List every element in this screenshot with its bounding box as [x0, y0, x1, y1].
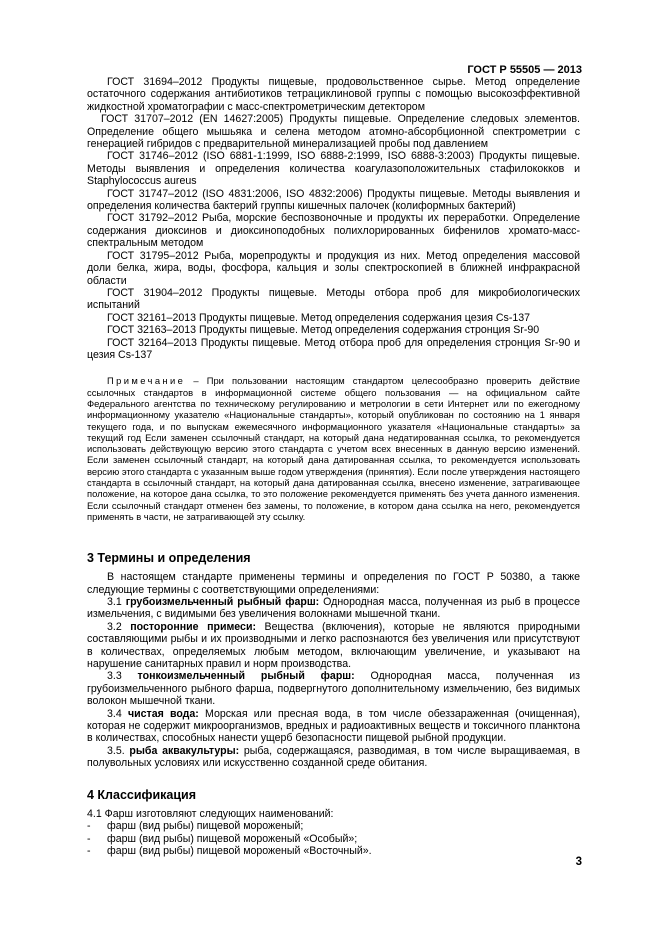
- section-4-title: 4 Классификация: [87, 787, 197, 802]
- term-number: 3.4: [107, 707, 122, 720]
- term-text: Морская или пресная вода, в том числе обеззараженная (очищенная), которая не содержит микроорганизмов, вредных и радиоактивных веществ и токсичного планктона в количествах, способных нанести ущерб безопасности пищевой рыбной продукции.: [87, 707, 581, 745]
- term-text: Однородная масса, полученная из рыб в процессе измельчения, с видимыми без увеличения волокнами мышечной ткани.: [87, 596, 580, 621]
- list-item-text: фарш (вид рыбы) пищевой мороженый «Восточный».: [107, 844, 372, 857]
- note-paragraph: [87, 375, 580, 522]
- term-text: рыба, содержащаяся, разводимая, в том числе выращиваемая, в полувольных условиях или искусственно созданной среде обитания.: [87, 744, 580, 770]
- reference-item: ГОСТ 32161–2013 Продукты пищевые. Метод определения содержания цезия Cs-137: [107, 311, 531, 324]
- list-item: [87, 833, 580, 845]
- reference-item: ГОСТ 31694–2012 Продукты пищевые, продовольственное сырье. Метод определение остаточного содержания антибиотиков тетрациклиновой группы с помощью высокоэффективной жидкостной хроматографии с масс-спектрометрическим детектором: [87, 76, 580, 113]
- term-number: 3.3: [107, 670, 122, 683]
- reference-item: ГОСТ 31792–2012 Рыба, морские беспозвоночные и продукты их переработки. Определение содержания диоксинов и диоксиноподобных полихлорированных бифенилов хромато-масс-спектральным методом: [87, 212, 580, 250]
- reference-item: ГОСТ 31747–2012 (ISO 4831:2006, ISO 4832:2006) Продукты пищевые. Методы выявления и определения количества бактерий группы кишечных палочек (колиформных бактерий): [87, 187, 580, 213]
- term-text: Вещества (включения), которые не являются природными составляющими рыбы и их производными и легко распознаются без увеличения или присутствуют в количествах, определяемых любым методом, включающим увеличение, и указывают на нарушение санитарных правил и норм производства.: [87, 620, 580, 671]
- reference-item: ГОСТ 31746–2012 (ISO 6881-1:1999, ISO 6888-2:1999, ISO 6888-3:2003) Продукты пищевые. Методы выявления и определения количества коагулазоположительных стафилококков и Staphylococcus aureus: [87, 150, 580, 188]
- term-definition: [87, 670, 580, 707]
- term-definition: [87, 708, 580, 745]
- term-number: 3.1: [107, 596, 122, 609]
- term-number: 3.5.: [107, 744, 125, 757]
- term-definition: [87, 596, 580, 621]
- list-item-text: фарш (вид рыбы) пищевой мороженый «Особый»;: [107, 832, 358, 845]
- dash-bullet: -: [87, 832, 91, 845]
- term-name: грубоизмельченный рыбный фарш:: [125, 596, 320, 609]
- term-name: посторонние примеси:: [130, 620, 256, 633]
- list-item: [87, 845, 580, 857]
- section-3-intro: В настоящем стандарте применены термины и определения по ГОСТ Р 50380, а также следующие термины с соответствующими определениями:: [87, 571, 580, 596]
- list-item-text: фарш (вид рыбы) пищевой мороженый;: [107, 820, 304, 833]
- term-definition: [87, 621, 580, 671]
- term-name: рыба аквакультуры:: [129, 744, 240, 757]
- page-content: [87, 76, 580, 857]
- term-number: 3.2: [107, 620, 122, 633]
- page-number: 3: [575, 856, 582, 868]
- term-text: Однородная масса, полученная из грубоизмельченного рыбного фарша, подвергнутого дополнительному измельчению, без видимых волокон мышечной ткани.: [87, 670, 580, 708]
- term-name: тонкоизмельченный рыбный фарш:: [137, 670, 355, 683]
- reference-item: ГОСТ 32164–2013 Продукты пищевые. Метод отбора проб для определения стронция Sr-90 и цезия Cs-137: [87, 336, 580, 361]
- term-definition: [87, 745, 580, 770]
- reference-item: ГОСТ 31707–2012 (EN 14627:2005) Продукты пищевые. Определение следовых элементов. Определение общего мышьяка и селена методом атомно-абсорбционной спектрометрии с генерацией гибридов с предварительной минерализацией пробы под давлением: [87, 113, 580, 151]
- dash-bullet: -: [87, 844, 91, 857]
- reference-item: ГОСТ 32163–2013 Продукты пищевые. Метод определения содержания стронция Sr-90: [107, 324, 540, 337]
- reference-item: ГОСТ 31795–2012 Рыба, морепродукты и продукция из них. Метод определения массовой доли белка, жира, воды, фосфора, кальция и золы спектроскопией в ближней инфракрасной области: [87, 249, 580, 287]
- section-3-title: 3 Термины и определения: [87, 551, 251, 566]
- dash-bullet: -: [87, 820, 91, 833]
- reference-item: ГОСТ 31904–2012 Продукты пищевые. Методы отбора проб для микробиологических испытаний: [87, 286, 580, 312]
- note-label: Примечание: [107, 375, 186, 387]
- list-item: [87, 820, 580, 832]
- document-header: ГОСТ Р 55505 — 2013: [467, 64, 582, 76]
- section-4-intro: 4.1 Фарш изготовляют следующих наименований:: [87, 807, 334, 820]
- references-list: [87, 76, 580, 361]
- note-text: – При пользовании настоящим стандартом целесообразно проверить действие ссылочных стандартов в информационной системе общего пользования — на официальном сайте Федерального агентства по техническому регулированию и метрологии в сети Интернет или по ежегодному информационному указателю «Национальные стандарты», который опубликован по состоянию на 1 января текущего года, и по выпускам ежемесячного информационного указателя «Национальные стандарты» за текущий год Если заменен ссылочный стандарт, на который дана недатированная ссылка, то рекомендуется использовать действующую версию этого стандарта с учетом всех внесенных в данную версию изменений. Если заменен ссылочный стандарт, на который дана датированная ссылка, то рекомендуется использовать версию этого стандарта с указанным выше годом утверждения (принятия). Если после утверждения настоящего стандарта в ссылочный стандарт, на который дана датированная ссылка, внесено изменение, затрагивающее положение, на которое дана ссылка, то это положение рекомендуется применять без учета данного изменения. Если ссылочный стандарт отменен без замены, то положение, в котором дана ссылка на него, рекомендуется применять в части, не затрагивающей эту ссылку.: [87, 375, 580, 522]
- term-name: чистая вода:: [127, 707, 199, 720]
